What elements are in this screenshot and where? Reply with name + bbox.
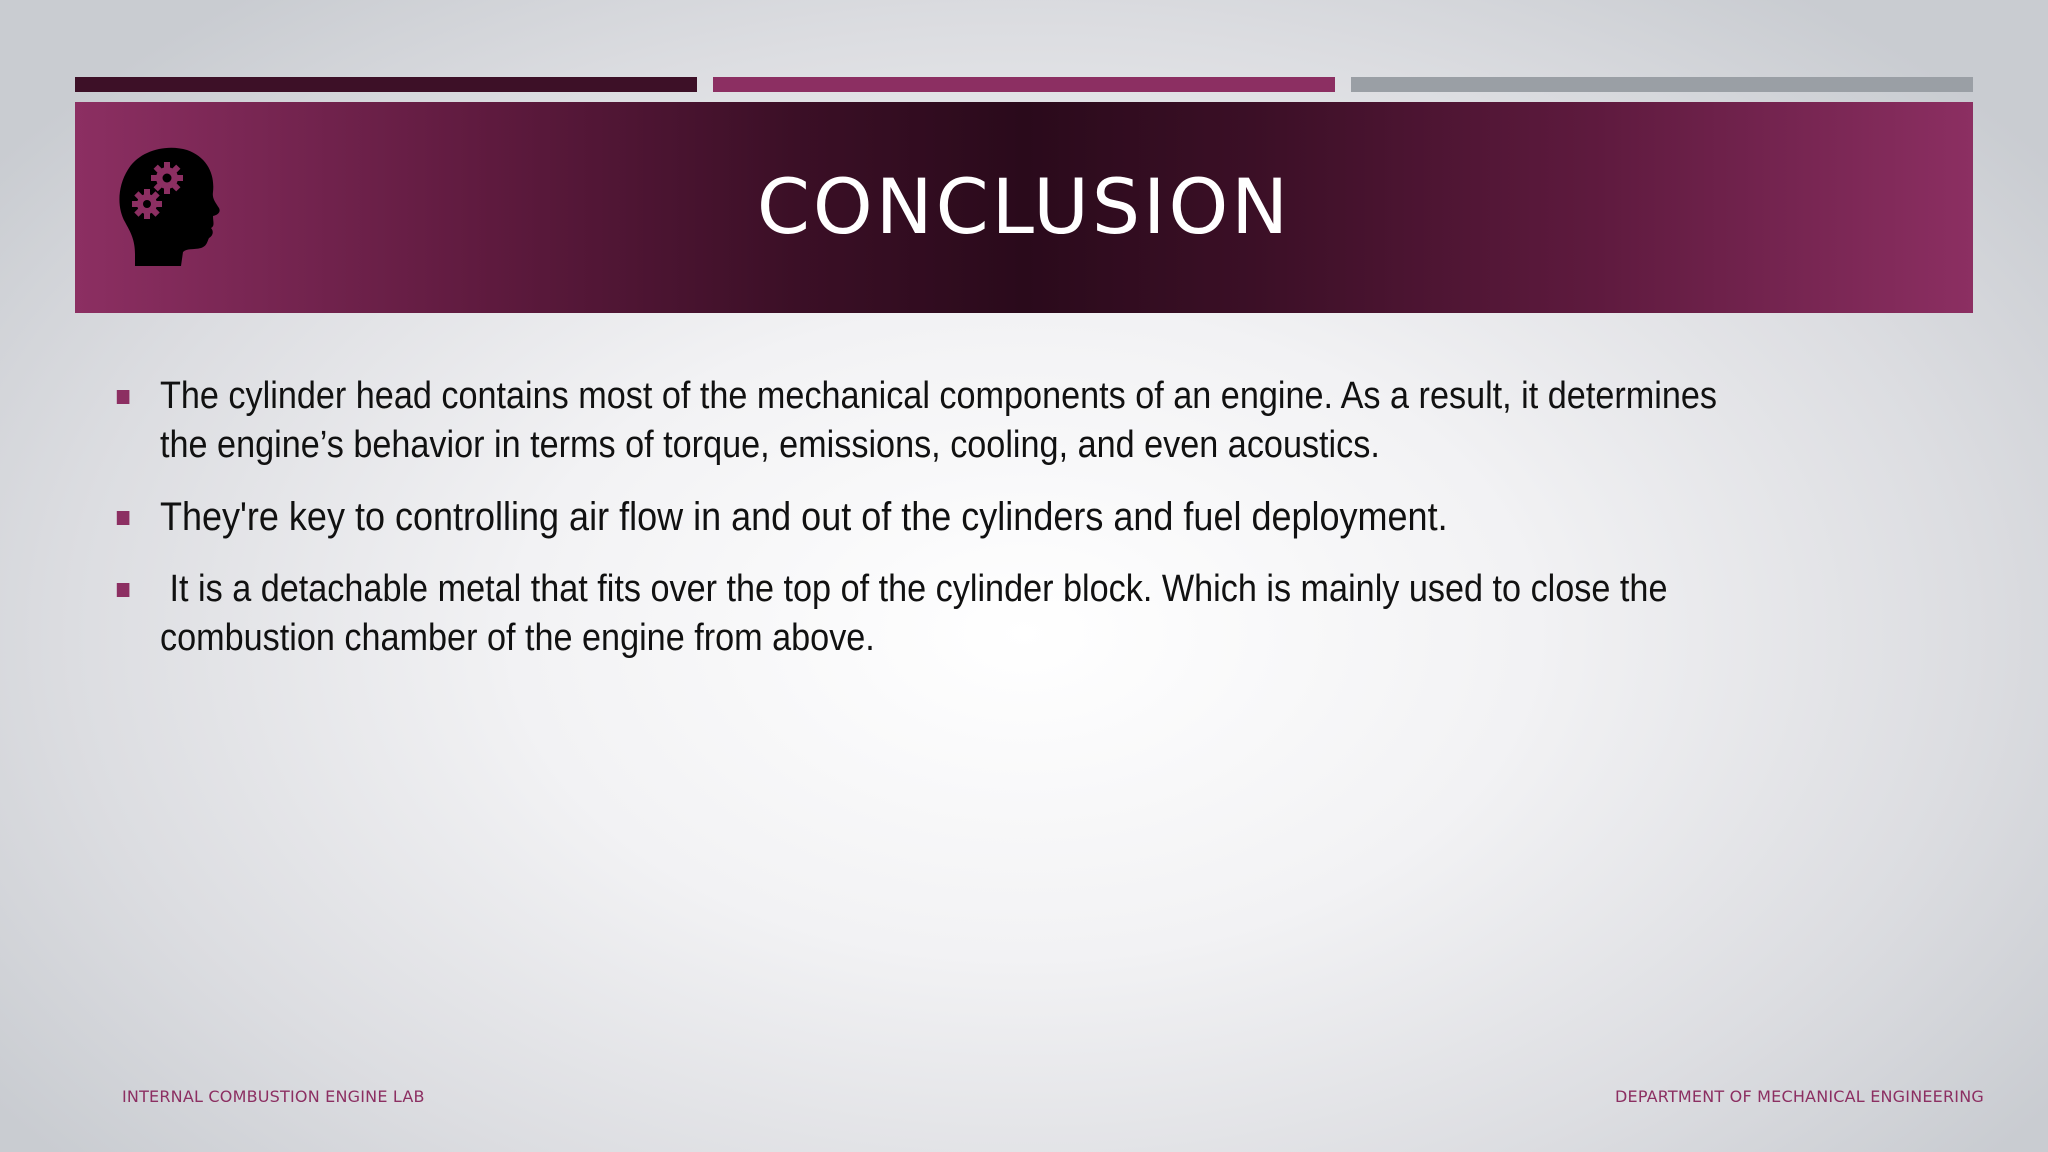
- accent-bar-gray: [1351, 77, 1973, 92]
- title-band: [75, 102, 1973, 313]
- bullet-list: [115, 372, 1935, 686]
- bullet-text: The cylinder head contains most of the mechanical components of an engine. As a result, it determines the engine’s behavior in terms of torque, emissions, cooling, and even acoustics.: [160, 375, 1717, 466]
- accent-bar-magenta: [713, 77, 1335, 92]
- accent-bar-dark: [75, 77, 697, 92]
- square-bullet-icon: [117, 511, 130, 525]
- footer-department-name: DEPARTMENT OF MECHANICAL ENGINEERING: [1614, 1087, 1984, 1106]
- slide-title: CONCLUSION: [756, 162, 1292, 251]
- bullet-item: [115, 565, 1753, 663]
- bullet-item: [115, 493, 1753, 542]
- square-bullet-icon: [117, 583, 130, 597]
- footer-lab-name: INTERNAL COMBUSTION ENGINE LAB: [122, 1087, 425, 1106]
- square-bullet-icon: [117, 390, 130, 404]
- bullet-text: They're key to controlling air flow in and out of the cylinders and fuel deployment.: [160, 495, 1448, 539]
- bullet-text: It is a detachable metal that fits over the top of the cylinder block. Which is mainly used to close the combustion chamber of the engine from above.: [160, 568, 1677, 659]
- bullet-item: [115, 372, 1753, 470]
